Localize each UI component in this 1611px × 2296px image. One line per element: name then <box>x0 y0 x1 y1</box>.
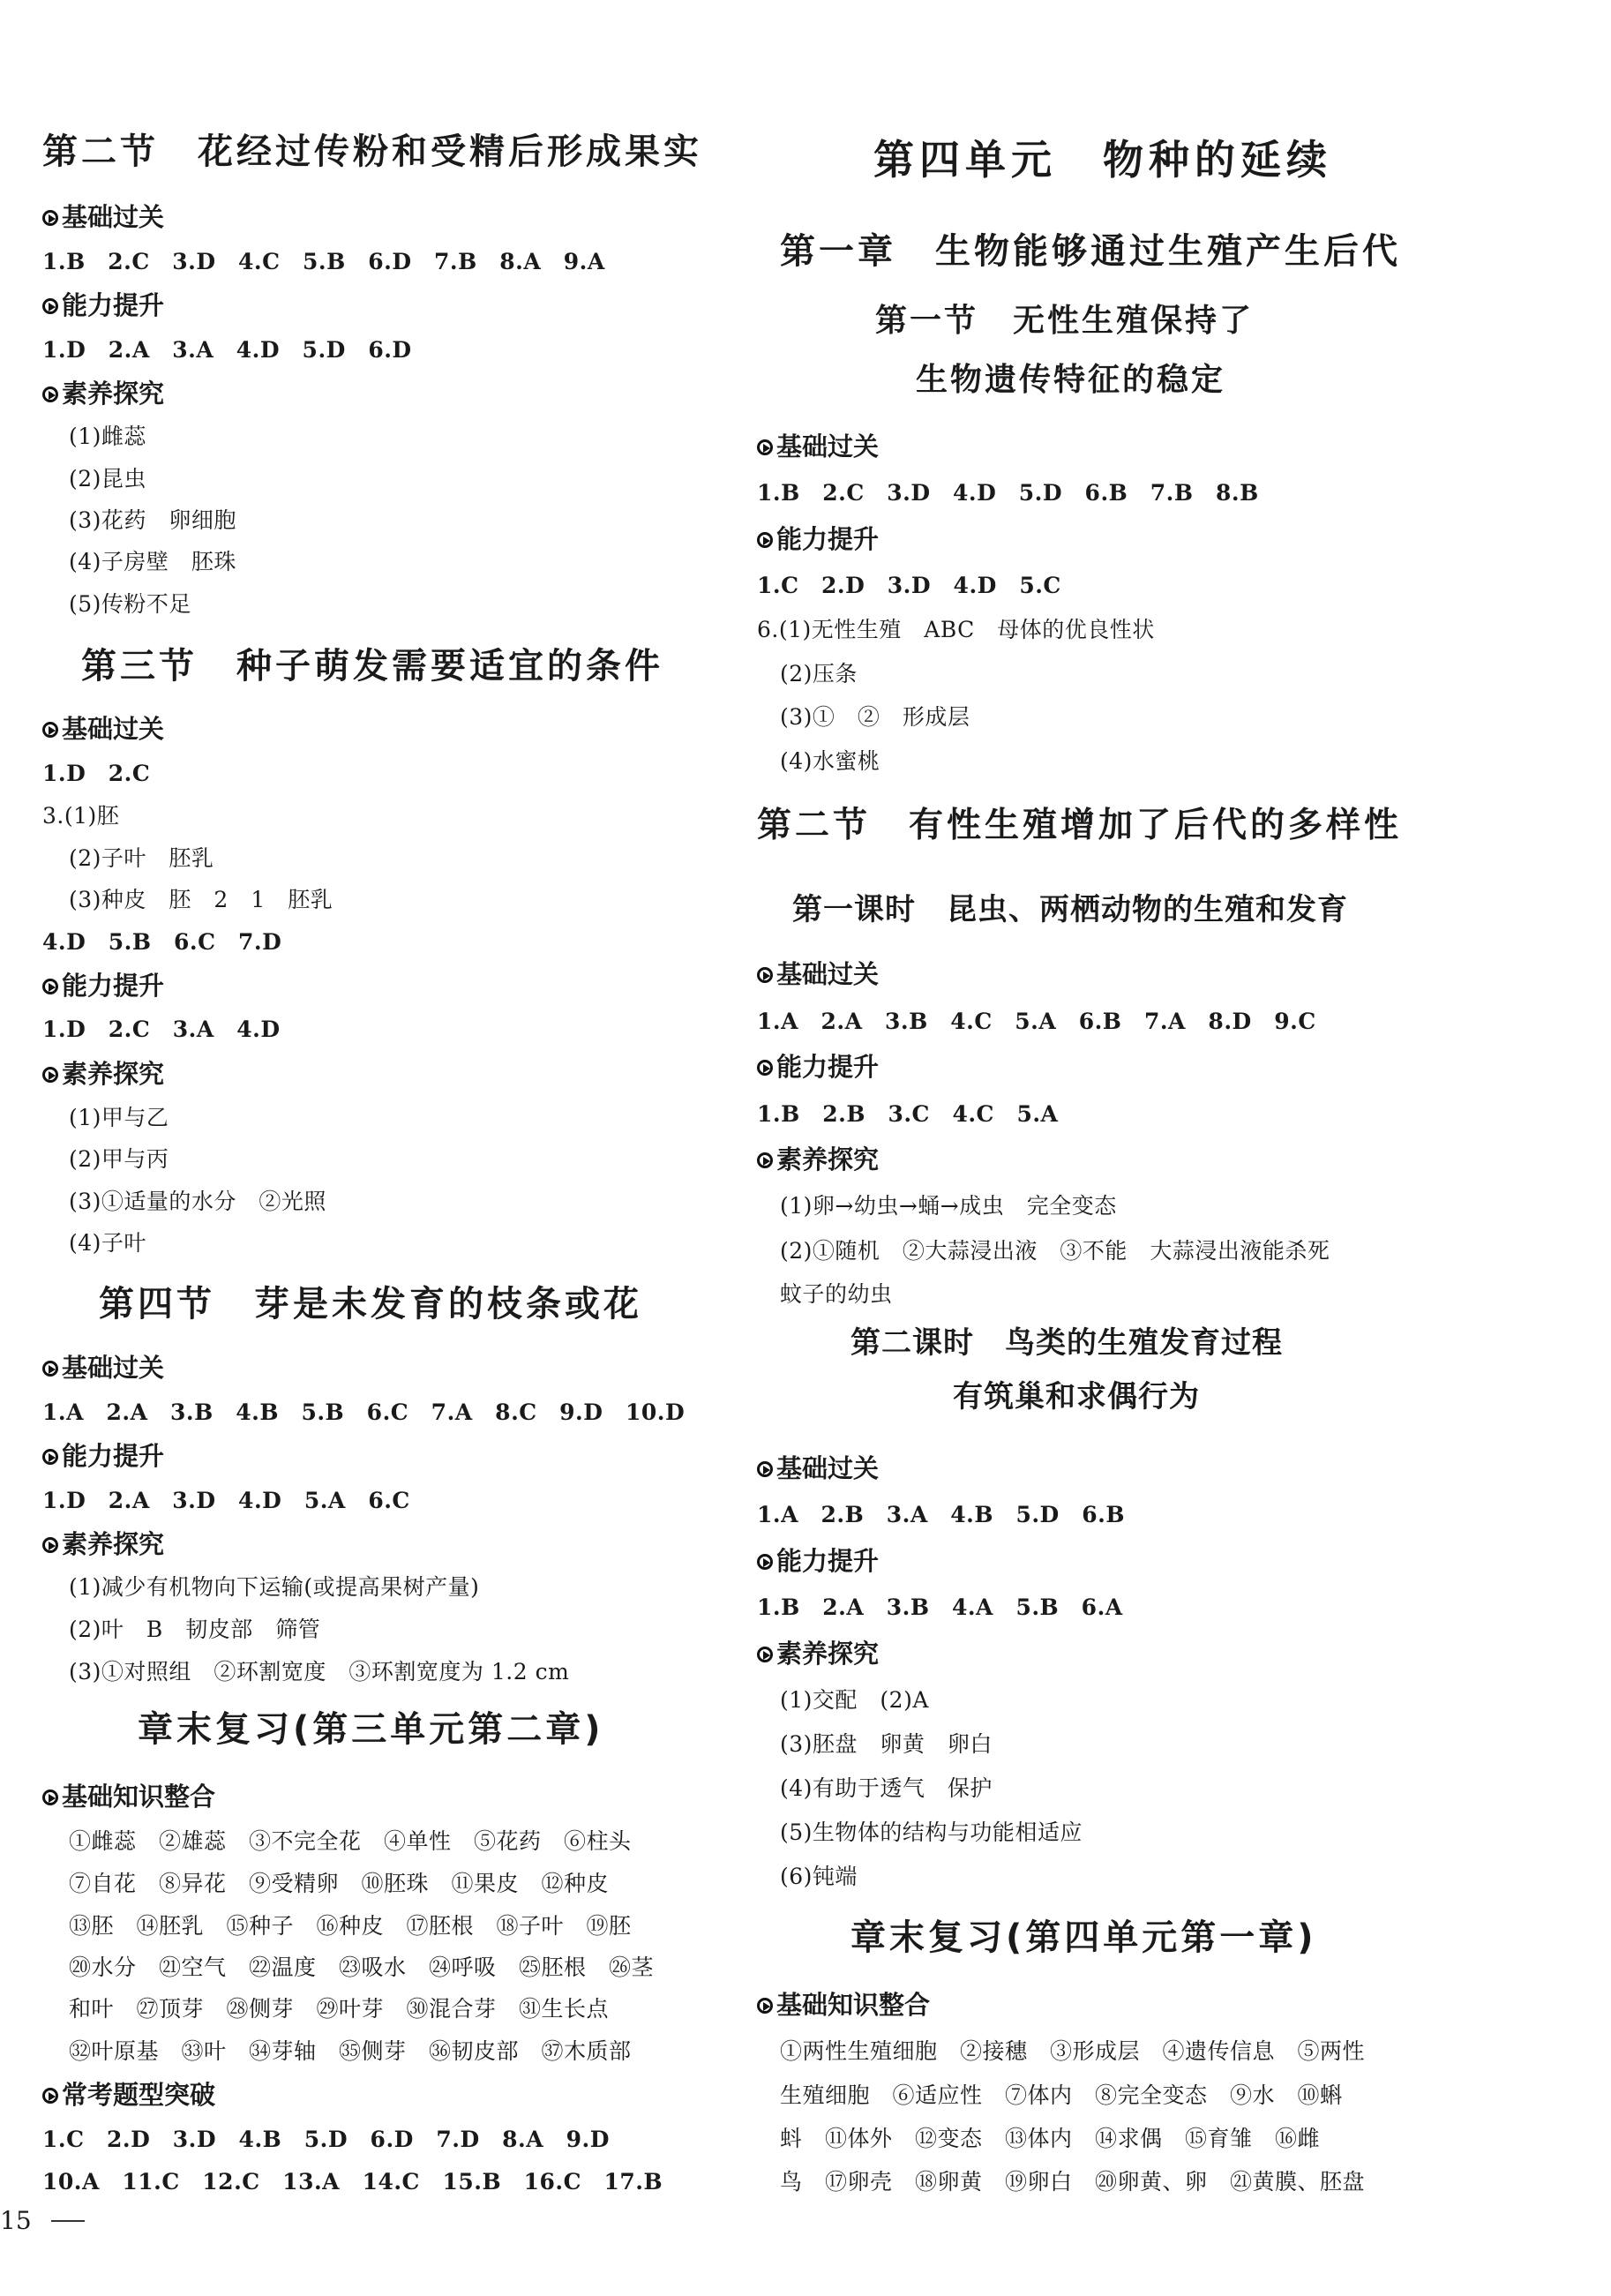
answer-line: 10.A 11.C 12.C 13.A 14.C 15.B 16.C 17.B <box>42 2169 663 2195</box>
knowledge-line: 鸟 ⑰卵壳 ⑱卵黄 ⑲卵白 ⑳卵黄、卵 ㉑黄膜、胚盘 <box>780 2169 1366 2195</box>
heading-zhishi: 基础知识整合 <box>757 1992 930 2018</box>
answer-line: (4)子叶 <box>69 1230 146 1256</box>
answer-line: 1.B 2.A 3.B 4.A 5.B 6.A <box>757 1594 1123 1620</box>
section-title: 第三节 种子萌发需要适宜的条件 <box>81 646 663 687</box>
heading-jichu: 基础过关 <box>42 1355 164 1381</box>
play-circle-icon <box>42 979 58 994</box>
play-circle-icon <box>757 532 773 548</box>
knowledge-line: ①雌蕊 ②雄蕊 ③不完全花 ④单性 ⑤花药 ⑥柱头 <box>69 1828 632 1854</box>
answer-line: (3)①适量的水分 ②光照 <box>69 1189 326 1214</box>
play-circle-icon <box>42 722 58 738</box>
play-circle-icon <box>42 298 58 314</box>
answer-line: (1)交配 (2)A <box>780 1687 929 1713</box>
answer-line: 1.B 2.C 3.D 4.D 5.D 6.B 7.B 8.B <box>757 480 1259 506</box>
knowledge-line: ⑳水分 ㉑空气 ㉒温度 ㉓吸水 ㉔呼吸 ㉕胚根 ㉖茎 <box>69 1955 655 1980</box>
knowledge-line: 和叶 ㉗顶芽 ㉘侧芽 ㉙叶芽 ㉚混合芽 ㉛生长点 <box>69 1996 610 2022</box>
answer-line: (4)有助于透气 保护 <box>780 1775 993 1801</box>
review-title: 章末复习(第四单元第一章) <box>850 1917 1317 1958</box>
answer-line: (1)卵→幼虫→蛹→成虫 完全变态 <box>780 1193 1117 1219</box>
knowledge-line: ⑬胚 ⑭胚乳 ⑮种子 ⑯种皮 ⑰胚根 ⑱子叶 ⑲胚 <box>69 1913 632 1939</box>
heading-jichu: 基础过关 <box>757 1456 879 1482</box>
answer-line: (2)①随机 ②大蒜浸出液 ③不能 大蒜浸出液能杀死 <box>780 1238 1330 1264</box>
heading-jichu: 基础过关 <box>42 205 164 230</box>
answer-line: 1.D 2.A 3.D 4.D 5.A 6.C <box>42 1488 410 1513</box>
unit-title: 第四单元 物种的延续 <box>873 136 1332 184</box>
answer-line: (1)雌蕊 <box>69 424 146 449</box>
heading-changkao: 常考题型突破 <box>42 2082 215 2108</box>
play-circle-icon <box>757 1554 773 1570</box>
answer-line: (5)传粉不足 <box>69 591 191 617</box>
answer-line: 1.A 2.A 3.B 4.B 5.B 6.C 7.A 8.C 9.D 10.D <box>42 1399 686 1425</box>
page-number-dash <box>51 2220 85 2222</box>
answer-line: (6)钝端 <box>780 1864 858 1889</box>
heading-jichu: 基础过关 <box>757 434 879 460</box>
play-circle-icon <box>757 1152 773 1168</box>
play-circle-icon <box>42 1537 58 1553</box>
heading-suyang: 素养探究 <box>42 381 164 407</box>
section-title: 第二节 有性生殖增加了后代的多样性 <box>757 806 1403 845</box>
knowledge-line: 生殖细胞 ⑥适应性 ⑦体内 ⑧完全变态 ⑨水 ⑩蝌 <box>780 2082 1343 2108</box>
answer-line: (3)胚盘 卵黄 卵白 <box>780 1731 993 1757</box>
lesson-title: 第二课时 鸟类的生殖发育过程 <box>850 1325 1283 1361</box>
play-circle-icon <box>757 1647 773 1662</box>
play-circle-icon <box>42 210 58 226</box>
knowledge-line: ①两性生殖细胞 ②接穗 ③形成层 ④遗传信息 ⑤两性 <box>780 2038 1366 2064</box>
answer-line: 4.D 5.B 6.C 7.D <box>42 929 282 955</box>
play-circle-icon <box>757 1060 773 1076</box>
heading-jichu: 基础过关 <box>757 962 879 987</box>
lesson-title: 第一课时 昆虫、两栖动物的生殖和发育 <box>792 892 1348 927</box>
answer-line: 3.(1)胚 <box>42 803 120 829</box>
play-circle-icon <box>42 1361 58 1377</box>
answer-line: (2)甲与丙 <box>69 1146 169 1172</box>
heading-nengli: 能力提升 <box>42 293 164 319</box>
knowledge-line: ⑦自花 ⑧异花 ⑨受精卵 ⑩胚珠 ⑪果皮 ⑫种皮 <box>69 1871 610 1896</box>
answer-line: (2)压条 <box>780 661 858 687</box>
answer-line: 1.D 2.A 3.A 4.D 5.D 6.D <box>42 337 412 363</box>
answer-line: (4)子房壁 胚珠 <box>69 549 236 574</box>
section-title: 第二节 花经过传粉和受精后形成果实 <box>42 131 702 172</box>
answer-line: 1.B 2.B 3.C 4.C 5.A <box>757 1101 1059 1127</box>
answer-line: (3)花药 卵细胞 <box>69 507 236 533</box>
knowledge-line: 蚪 ⑪体外 ⑫变态 ⑬体内 ⑭求偶 ⑮育雏 ⑯雌 <box>780 2126 1321 2151</box>
play-circle-icon <box>757 1998 773 2014</box>
answer-line: 1.C 2.D 3.D 4.D 5.C <box>757 573 1061 598</box>
heading-suyang: 素养探究 <box>757 1641 879 1667</box>
answer-line: 1.D 2.C 3.A 4.D <box>42 1017 281 1042</box>
play-circle-icon <box>757 1461 773 1477</box>
play-circle-icon <box>42 1067 58 1083</box>
answer-line: (3)① ② 形成层 <box>780 704 970 730</box>
heading-suyang: 素养探究 <box>42 1532 164 1557</box>
answer-line: 1.A 2.B 3.A 4.B 5.D 6.B <box>757 1502 1125 1527</box>
section-title-line2: 生物遗传特征的稳定 <box>916 361 1226 398</box>
answer-line: 1.B 2.C 3.D 4.C 5.B 6.D 7.B 8.A 9.A <box>42 249 605 274</box>
answer-line: 1.D 2.C <box>42 761 151 786</box>
answer-line: 6.(1)无性生殖 ABC 母体的优良性状 <box>757 617 1155 642</box>
answer-line: (1)减少有机物向下运输(或提高果树产量) <box>69 1574 480 1600</box>
section-title: 第四节 芽是未发育的枝条或花 <box>99 1284 642 1324</box>
play-circle-icon <box>42 386 58 402</box>
answer-line: 蚊子的幼虫 <box>780 1281 893 1307</box>
knowledge-line: ㉜叶原基 ㉝叶 ㉞芽轴 ㉟侧芽 ㊱韧皮部 ㊲木质部 <box>69 2038 632 2064</box>
heading-nengli: 能力提升 <box>42 1444 164 1469</box>
answer-line: (2)子叶 胚乳 <box>69 845 214 871</box>
lesson-title-line2: 有筑巢和求偶行为 <box>953 1379 1200 1414</box>
answer-line: (2)昆虫 <box>69 466 146 491</box>
chapter-title: 第一章 生物能够通过生殖产生后代 <box>780 230 1401 272</box>
page-number: 15 <box>0 2206 32 2235</box>
review-title: 章末复习(第三单元第二章) <box>138 1709 604 1750</box>
heading-nengli: 能力提升 <box>757 527 879 552</box>
answer-line: (1)甲与乙 <box>69 1105 169 1130</box>
play-circle-icon <box>42 2088 58 2104</box>
answer-line: (3)种皮 胚 2 1 胚乳 <box>69 887 333 912</box>
heading-suyang: 素养探究 <box>757 1147 879 1173</box>
heading-nengli: 能力提升 <box>42 973 164 999</box>
answer-line: (4)水蜜桃 <box>780 748 880 774</box>
answer-line: 1.A 2.A 3.B 4.C 5.A 6.B 7.A 8.D 9.C <box>757 1009 1316 1034</box>
heading-jichu: 基础过关 <box>42 717 164 742</box>
heading-nengli: 能力提升 <box>757 1054 879 1080</box>
play-circle-icon <box>757 439 773 455</box>
play-circle-icon <box>757 967 773 983</box>
answer-line: (5)生物体的结构与功能相适应 <box>780 1820 1083 1845</box>
answer-line: 1.C 2.D 3.D 4.B 5.D 6.D 7.D 8.A 9.D <box>42 2127 610 2152</box>
play-circle-icon <box>42 1790 58 1805</box>
play-circle-icon <box>42 1449 58 1465</box>
heading-nengli: 能力提升 <box>757 1549 879 1574</box>
section-title: 第一节 无性生殖保持了 <box>875 302 1255 339</box>
heading-suyang: 素养探究 <box>42 1062 164 1087</box>
answer-line: (3)①对照组 ②环割宽度 ③环割宽度为 1.2 cm <box>69 1659 570 1684</box>
heading-zhishi: 基础知识整合 <box>42 1784 215 1810</box>
answer-line: (2)叶 B 韧皮部 筛管 <box>69 1617 321 1642</box>
